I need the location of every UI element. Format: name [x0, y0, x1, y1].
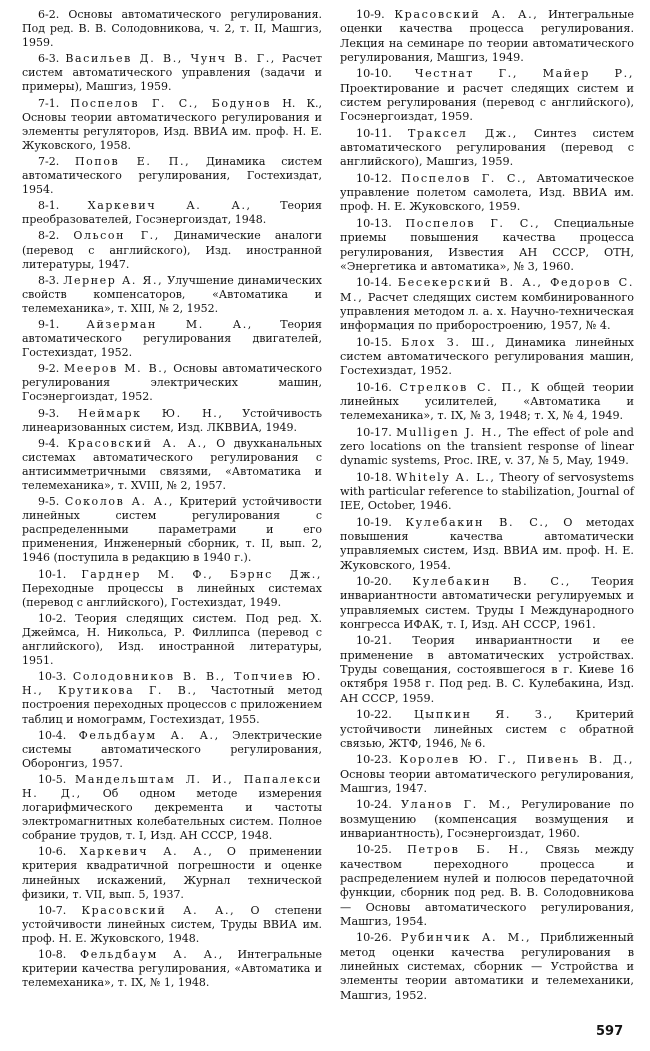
reference-number: 10-8. [38, 948, 67, 961]
reference-entry [22, 52, 322, 94]
reference-number: 10-11. [356, 126, 392, 140]
reference-text: Theory of servosystems with particular reference to stabilization, Journal of IEE, October, 1946. [340, 470, 634, 513]
reference-number: 10-5. [38, 772, 67, 786]
reference-text: Проектирование и расчет следящих систем и систем регулирования (перевод с английского), Госэнергоиздат, 1959. [340, 81, 634, 124]
reference-author: Блох З. Ш., [401, 335, 497, 349]
reference-number: 10-24. [356, 798, 392, 812]
reference-entry [22, 318, 322, 360]
reference-author: Траксел Дж., [407, 126, 518, 140]
reference-text: Частотный метод построения переходных процессов с приложением таблиц и номограмм, Гостехиздат, 1955. [22, 684, 323, 726]
reference-author: Цыпкин Я. З., [413, 708, 554, 722]
reference-author: Mulligen J. H., [396, 425, 504, 439]
reference-text: Расчет систем автоматического управления (задачи и примеры), Машгиз, 1959. [22, 52, 323, 94]
reference-entry [340, 708, 634, 751]
reference-text: Регулирование по возмущению (компенсация возмущения и инвариантность), Госэнергоиздат, 1960. [340, 798, 635, 840]
reference-number: 8-2. [38, 229, 60, 243]
reference-text: Об одном методе измерения логарифмического декремента и частоты электромагнитных колебательных систем. Полное собрание трудов, т. I, Изд. АН СССР, 1948. [22, 786, 322, 843]
reference-number: 7-2. [38, 154, 60, 168]
reference-text: Интегральные оценки качества процесса регулирования. Лекция на семинаре по теории автоматического регулирования, Машгиз, 1949. [340, 8, 634, 65]
reference-entry [340, 381, 634, 424]
reference-text: Динамические аналоги (перевод с английского), Изд. иностранной литературы, 1947. [22, 229, 323, 271]
reference-author: Королев Ю. Г., Пивень В. Д., [399, 753, 634, 767]
reference-text: О степени устойчивости линейных систем, Труды ВВИА им. проф. Н. Е. Жуковского, 1948. [22, 903, 323, 945]
reference-text: О применении критерия квадратичной погрешности и оценке линейных искажений, Журнал технической физики, т. VII, вып. 5, 1937. [22, 845, 323, 901]
reference-entry [340, 634, 634, 706]
reference-number: 10-2. [38, 611, 67, 625]
reference-number: 9-1. [38, 317, 60, 331]
reference-author: Уланов Г. М., [400, 798, 512, 812]
reference-text: Основы автоматического регулирования электрических машин, Госэнергоиздат, 1952. [22, 362, 323, 404]
reference-number: 8-3. [38, 273, 60, 287]
reference-text: Приближенный метод оценки качества регулирования в линейных системах, сборник — Устройства и элементы теории автоматики и телемеханики, Машгиз, 1952. [340, 931, 634, 1002]
reference-entry [22, 362, 322, 404]
reference-text: Основы теории автоматического регулирования, Машгиз, 1947. [340, 767, 634, 795]
reference-entry [22, 274, 322, 316]
reference-text: Теория инвариантности и ее применение в автоматических устройствах. Труды совещания, состоявшегося в г. Киеве 16 октября 1958 г. Под ред. В. С. Кулебакина, Изд. АН СССР, 1959. [340, 634, 635, 705]
reference-author: Мандельштам Л. И., Папалекси Н. Д., [22, 772, 323, 800]
reference-text: Расчет следящих систем комбинированного управления методом л. а. х. Научно-техническая информация по приборостроению, 1957, № 4. [340, 290, 635, 333]
reference-text: Теория следящих систем. Под ред. Х. Джеймса, Н. Никольса, Р. Филлипса (перевод с английского), Изд. иностранной литературы, 1951. [22, 611, 322, 668]
reference-text: К общей теории линейных усилителей, «Автоматика и телемеханика», т. IX, № 3, 1948; т. X, № 4, 1949. [340, 380, 635, 423]
reference-author: Кулебакин В. С., [405, 515, 550, 529]
reference-entry [340, 426, 634, 469]
reference-number: 10-1. [38, 567, 67, 581]
reference-entry [22, 97, 322, 153]
reference-author: Лернер А. Я., [63, 273, 164, 287]
reference-text: Переходные процессы в линейных системах (перевод с английского), Гостехиздат, 1949. [22, 581, 322, 609]
reference-entry [340, 276, 634, 333]
reference-entry [340, 843, 634, 929]
reference-entry [22, 612, 322, 668]
reference-number: 10-4. [38, 728, 67, 742]
reference-entry [340, 336, 634, 379]
reference-author: Кулебакин В. С., [412, 575, 571, 589]
reference-entry [340, 798, 634, 841]
reference-author: Честнат Г., Майер Р., [414, 67, 634, 81]
reference-text: Интегральные критерии качества регулирования, «Автоматика и телемеханика», т. IX, № 1, 1948. [22, 948, 323, 990]
reference-author: Фельдбаум А. А., [79, 948, 224, 961]
reference-text: Теория автоматического регулирования двигателей, Гостехиздат, 1952. [22, 317, 322, 360]
reference-entry [340, 127, 634, 170]
reference-text: Улучшение динамических свойств компенсаторов, «Автоматика и телемеханика», т. XIII, № 2, 1952. [22, 273, 322, 315]
reference-author: Гарднер М. Ф., Бэрнс Дж., [81, 567, 322, 581]
reference-entry [22, 407, 322, 435]
reference-text: The effect of pole and zero locations on the transient response of linear dynamic systems, Proc. IRE, v. 37, № 5, May, 1949. [340, 425, 634, 468]
reference-author: Соколов А. А., [64, 495, 174, 509]
reference-author: Стрелков С. П., [399, 380, 524, 394]
reference-text: Основы автоматического регулирования. Под ред. В. В. Солодовникова, ч. 2, т. II, Машгиз, 1959. [22, 8, 322, 50]
reference-author: Whitely A. L., [395, 470, 496, 484]
reference-author: Поспелов Г. С., [401, 171, 528, 185]
reference-number: 10-23. [356, 753, 392, 767]
reference-author: Харкевич А. А., [87, 199, 252, 213]
reference-entry [340, 575, 634, 632]
reference-author: Васильев Д. В., Чунч В. Г., [65, 52, 276, 66]
reference-author: Попов Е. П., [74, 154, 191, 168]
page-number: 597 [596, 1024, 624, 1039]
reference-text: Н. К., Основы теории автоматического регулирования и элементы регуляторов, Изд. ВВИА им. проф. Н. Е. Жуковского, 1958. [22, 96, 323, 152]
reference-text: Динамика линейных систем автоматического регулирования машин, Гостехиздат, 1952. [340, 335, 634, 378]
reference-author: Красовский А. А., [394, 8, 539, 21]
reference-author: Фельдбаум А. А., [78, 728, 220, 742]
reference-entry [22, 155, 322, 197]
reference-entry [22, 729, 322, 771]
left-reference-column [22, 8, 322, 992]
reference-entry [340, 172, 634, 215]
reference-entry [340, 8, 634, 65]
reference-text: Электрические системы автоматического регулирования, Оборонгиз, 1957. [22, 728, 323, 770]
reference-number: 10-17. [356, 425, 392, 439]
reference-number: 7-1. [38, 96, 60, 110]
reference-number: 6-2. [38, 8, 60, 21]
reference-entry [340, 753, 634, 796]
reference-entry [22, 437, 322, 493]
reference-author: Петров Б. Н., [407, 843, 531, 857]
reference-number: 8-1. [38, 199, 60, 213]
reference-entry [22, 568, 322, 610]
reference-author: Солодовников В. В., Топчиев Ю. Н., Крутикова Г. В., [22, 670, 322, 698]
reference-author: Поспелов Г. С., Бодунов [70, 96, 272, 110]
reference-entry [340, 217, 634, 274]
reference-entry [22, 8, 322, 50]
reference-entry [340, 931, 634, 1003]
reference-number: 10-9. [356, 8, 385, 21]
reference-number: 10-18. [356, 470, 392, 484]
reference-author: Харкевич А. А., [79, 845, 214, 859]
reference-text: Критерий устойчивости линейных систем регулирования с распределенными параметрами и его применения, Инженерный сборник, т. II, вып. 2, 1946 (поступила в редакцию в 1940 г.). [22, 495, 323, 565]
right-reference-column [340, 8, 634, 1005]
reference-entry [340, 516, 634, 573]
reference-entry [22, 948, 322, 990]
reference-text: Устойчивость линеаризованных систем, Изд. ЛКВВИА, 1949. [22, 406, 323, 434]
reference-author: Поспелов Г. С., [405, 216, 541, 230]
reference-number: 10-13. [356, 216, 392, 230]
reference-author: Рубинчик А. М., [400, 931, 532, 945]
reference-text: О методах повышения качества автоматически управляемых систем, Изд. ВВИА им. проф. Н. Е. Жуковского, 1954. [340, 515, 634, 572]
reference-entry [22, 773, 322, 843]
reference-entry [22, 904, 322, 946]
reference-number: 10-7. [38, 903, 67, 917]
reference-number: 10-22. [356, 708, 392, 722]
reference-text: Критерий устойчивости линейных систем с обратной связью, ЖТФ, 1946, № 6. [340, 708, 635, 750]
reference-entry [22, 845, 322, 901]
reference-entry [22, 199, 322, 227]
reference-number: 9-5. [38, 495, 60, 509]
reference-number: 10-20. [356, 575, 392, 589]
reference-text: Теория инвариантности автоматически регулируемых и управляемых систем. Труды I Международного конгресса ИФАК, т. I, Изд. АН СССР, 1961. [340, 575, 634, 632]
reference-author: Бесекерский В. А., Федоров С. М., [340, 276, 634, 304]
reference-number: 10-14. [356, 276, 392, 290]
reference-author: Красовский А. А., [81, 903, 236, 917]
reference-number: 10-19. [356, 515, 392, 529]
reference-number: 10-6. [38, 845, 67, 859]
reference-number: 10-26. [356, 931, 392, 945]
reference-author: Ольсон Г., [73, 229, 160, 243]
reference-author: Неймарк Ю. Н., [77, 406, 224, 420]
reference-number: 10-12. [356, 171, 392, 185]
reference-number: 10-3. [38, 670, 67, 684]
reference-author: Красовский А. А., [67, 436, 208, 450]
reference-entry [22, 670, 322, 726]
reference-text: О двухканальных системах автоматического регулирования с антисимметричными связями, «Автоматика и телемеханика», т. XVIII, № 2, 1957. [22, 436, 323, 492]
reference-entry [340, 67, 634, 124]
reference-text: Специальные приемы повышения качества процесса регулирования, Известия АН СССР, ОТН, «Энергетика и автоматика», № 3, 1960. [340, 216, 634, 273]
reference-entry [340, 471, 634, 514]
reference-entry [22, 495, 322, 565]
reference-number: 10-10. [356, 67, 392, 81]
reference-number: 9-2. [38, 362, 60, 376]
reference-text: Автоматическое управление полетом самолета, Изд. ВВИА им. проф. Н. Е. Жуковского, 1959. [340, 171, 635, 214]
reference-number: 9-3. [38, 406, 60, 420]
reference-entry [22, 229, 322, 271]
reference-author: Айзерман М. А., [86, 317, 253, 331]
reference-number: 10-25. [356, 843, 392, 857]
reference-text: Динамика систем автоматического регулирования, Гостехиздат, 1954. [22, 154, 323, 197]
reference-text: Синтез систем автоматического регулирования (перевод с английского), Машгиз, 1959. [340, 126, 634, 169]
reference-number: 9-4. [38, 436, 60, 450]
reference-number: 10-21. [356, 634, 392, 648]
reference-text: Теория преобразователей, Госэнергоиздат, 1948. [22, 199, 323, 227]
reference-number: 10-15. [356, 335, 392, 349]
reference-number: 10-16. [356, 380, 392, 394]
reference-author: Мееров М. В., [64, 362, 169, 376]
reference-text: Связь между качеством переходного процесса и распределением нулей и полюсов передаточной функции, сборник под ред. В. В. Солодовникова — Основы автоматического регулирования, Машгиз, 1954. [340, 843, 634, 928]
reference-number: 6-3. [38, 52, 60, 66]
